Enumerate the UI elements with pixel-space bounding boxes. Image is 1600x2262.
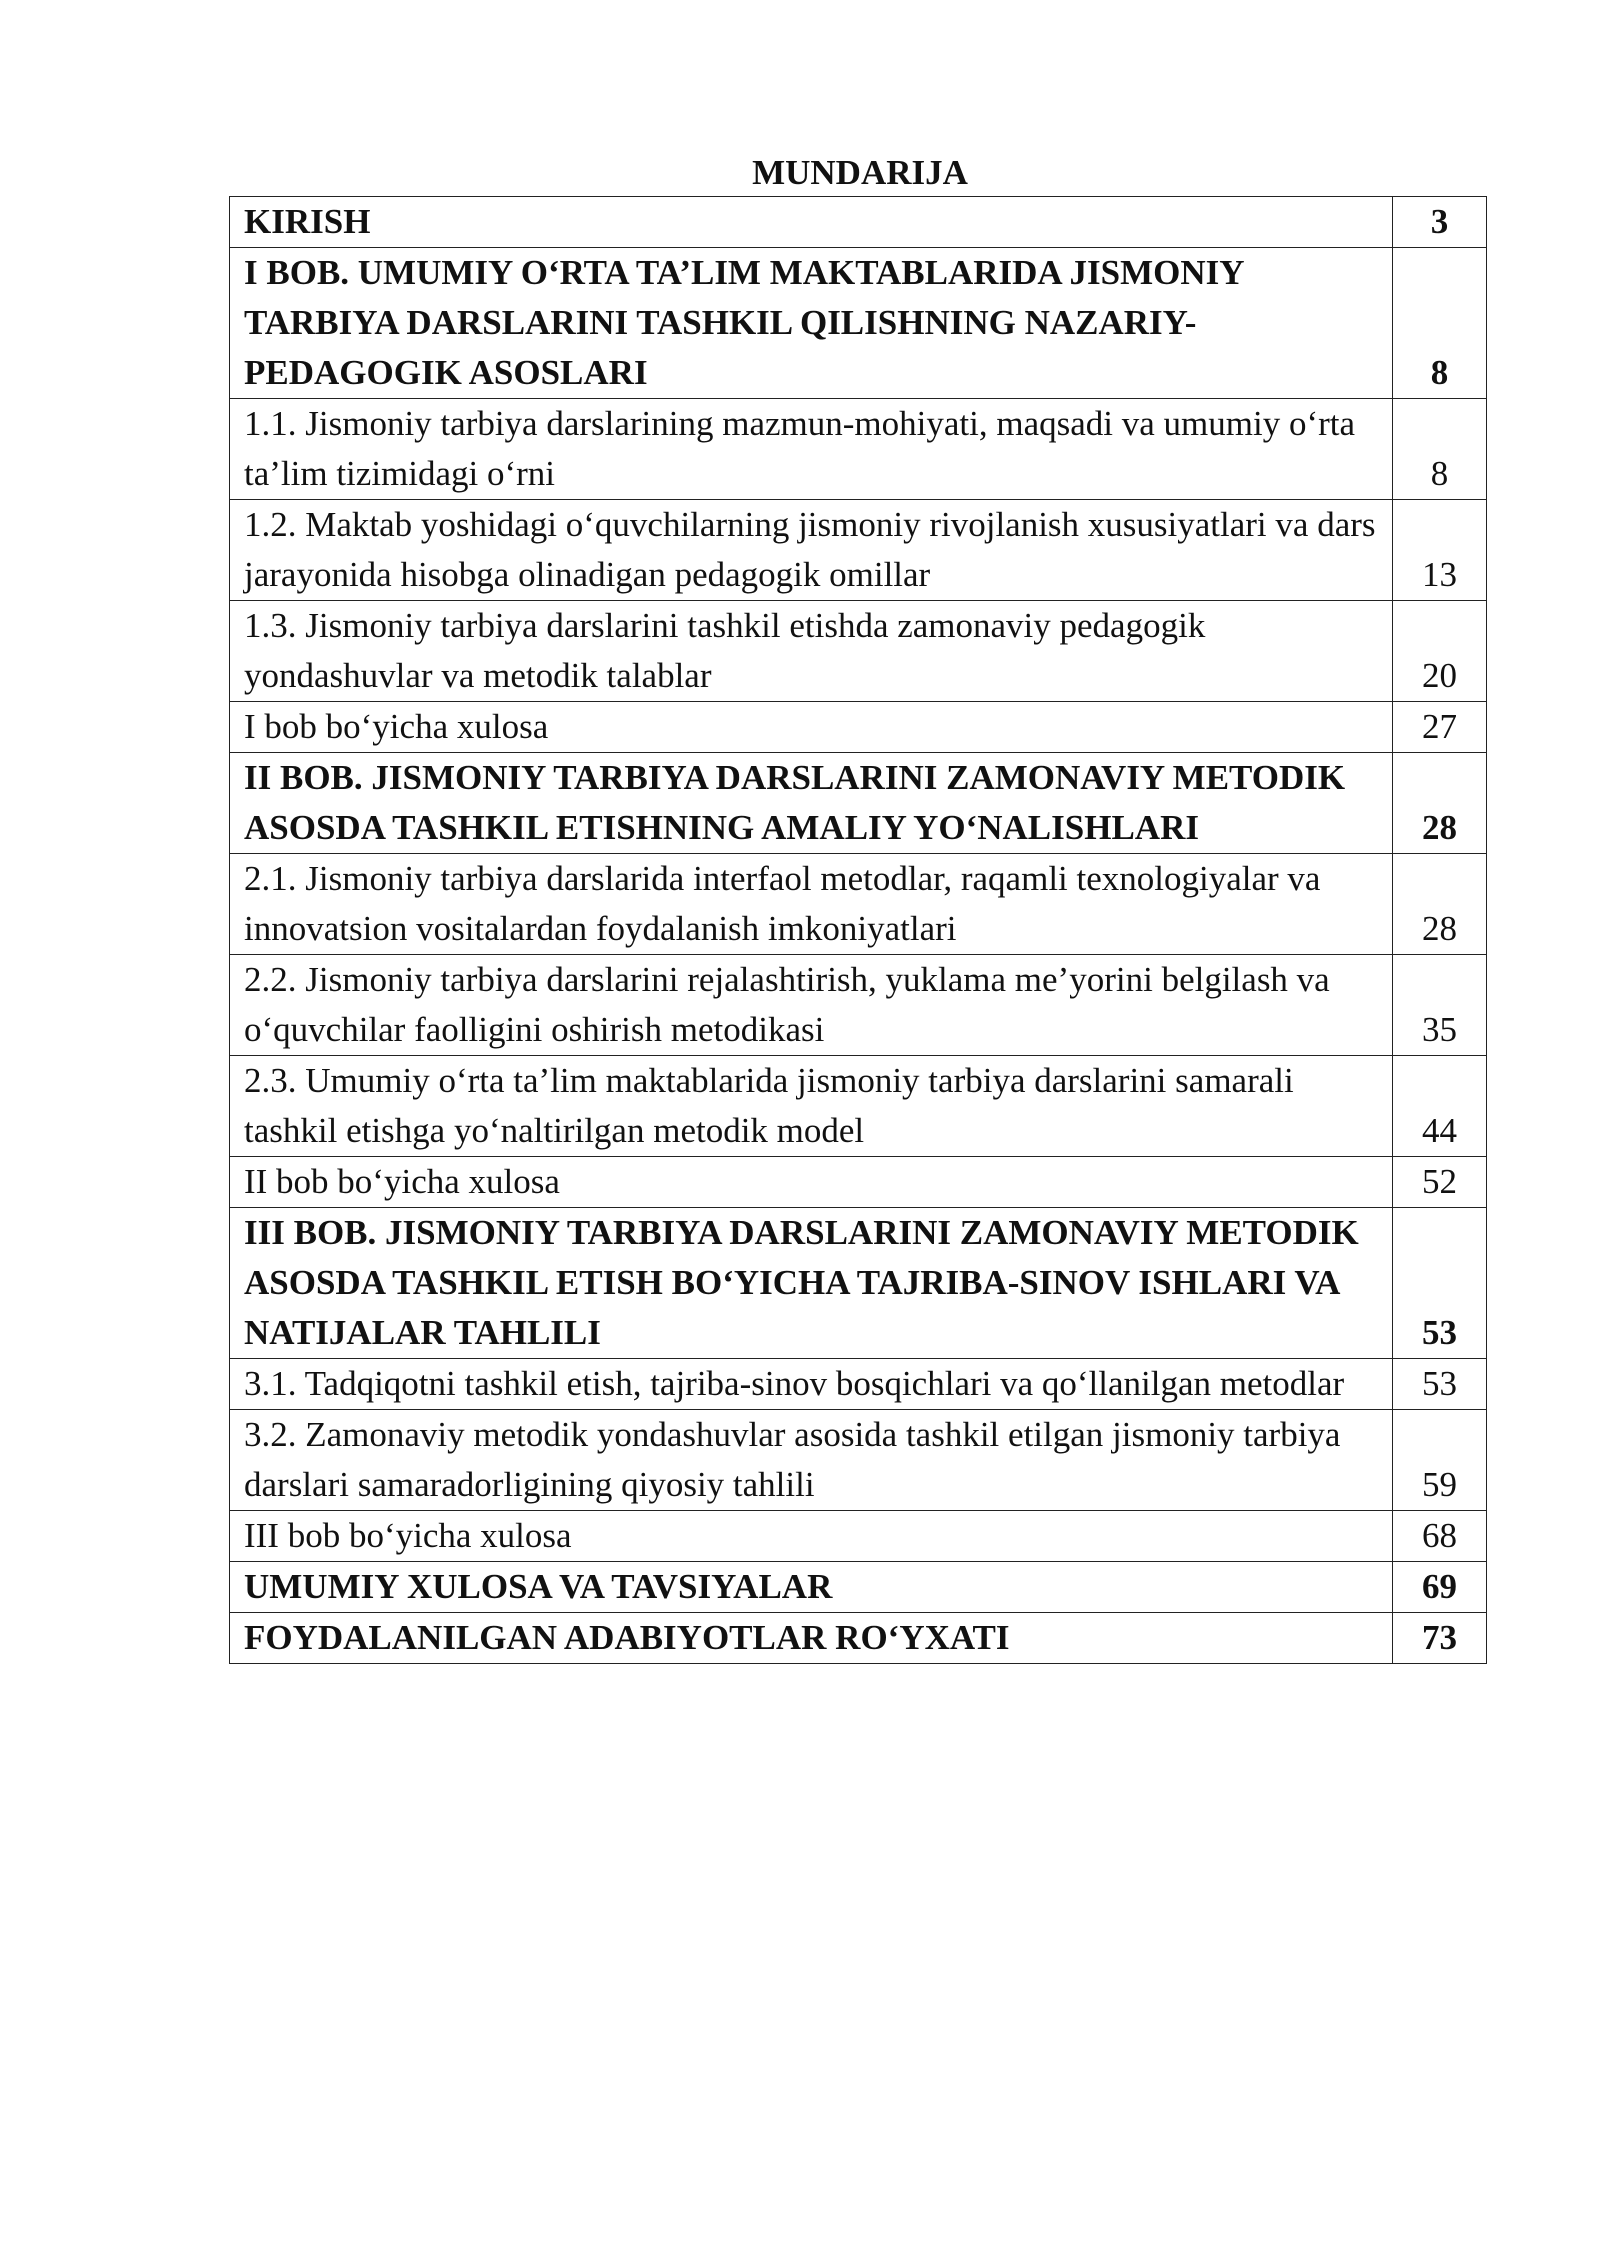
toc-entry-title: KIRISH: [230, 197, 1393, 248]
toc-entry-title: III bob bo‘yicha xulosa: [230, 1511, 1393, 1562]
toc-entry-page: 73: [1393, 1613, 1487, 1664]
toc-entry-page: 8: [1393, 248, 1487, 399]
toc-entry-page: 68: [1393, 1511, 1487, 1562]
toc-entry-page: 53: [1393, 1208, 1487, 1359]
toc-entry-page: 3: [1393, 197, 1487, 248]
toc-entry-title: UMUMIY XULOSA VA TAVSIYALAR: [230, 1562, 1393, 1613]
toc-entry-title: 2.1. Jismoniy tarbiya darslarida interfaol metodlar, raqamli texnologiyalar va innovatsion vositalardan foydalanish imkoniyatlari: [230, 854, 1393, 955]
toc-row-chapter-1: [230, 248, 1487, 399]
toc-entry-page: 28: [1393, 854, 1487, 955]
toc-row-section-3-2: [230, 1410, 1487, 1511]
toc-entry-page: 20: [1393, 601, 1487, 702]
toc-entry-page: 59: [1393, 1410, 1487, 1511]
toc-row-chapter-2-summary: [230, 1157, 1487, 1208]
toc-row-section-2-1: [230, 854, 1487, 955]
toc-entry-title: 3.1. Tadqiqotni tashkil etish, tajriba-sinov bosqichlari va qo‘llanilgan metodlar: [230, 1359, 1393, 1410]
toc-entry-page: 35: [1393, 955, 1487, 1056]
toc-entry-page: 13: [1393, 500, 1487, 601]
toc-entry-page: 8: [1393, 399, 1487, 500]
toc-entry-page: 28: [1393, 753, 1487, 854]
toc-row-section-1-3: [230, 601, 1487, 702]
toc-entry-title: 2.3. Umumiy o‘rta ta’lim maktablarida jismoniy tarbiya darslarini samarali tashkil etishga yo‘naltirilgan metodik model: [230, 1056, 1393, 1157]
toc-row-section-2-3: [230, 1056, 1487, 1157]
toc-entry-page: 69: [1393, 1562, 1487, 1613]
toc-entry-title: 3.2. Zamonaviy metodik yondashuvlar asosida tashkil etilgan jismoniy tarbiya darslari samaradorligining qiyosiy tahlili: [230, 1410, 1393, 1511]
toc-entry-page: 44: [1393, 1056, 1487, 1157]
table-of-contents: [229, 196, 1487, 1664]
toc-row-chapter-1-summary: [230, 702, 1487, 753]
toc-row-chapter-2: [230, 753, 1487, 854]
toc-entry-page: 52: [1393, 1157, 1487, 1208]
toc-entry-title: 1.2. Maktab yoshidagi o‘quvchilarning jismoniy rivojlanish xususiyatlari va dars jarayonida hisobga olinadigan pedagogik omillar: [230, 500, 1393, 601]
toc-entry-title: II bob bo‘yicha xulosa: [230, 1157, 1393, 1208]
toc-entry-title: I BOB. UMUMIY O‘RTA TA’LIM MAKTABLARIDA JISMONIY TARBIYA DARSLARINI TASHKIL QILISHNING NAZARIY-PEDAGOGIK ASOSLARI: [230, 248, 1393, 399]
toc-row-chapter-3-summary: [230, 1511, 1487, 1562]
toc-entry-page: 53: [1393, 1359, 1487, 1410]
toc-row-kirish: [230, 197, 1487, 248]
toc-entry-title: II BOB. JISMONIY TARBIYA DARSLARINI ZAMONAVIY METODIK ASOSDA TASHKIL ETISHNING AMALIY YO‘NALISHLARI: [230, 753, 1393, 854]
toc-entry-title: 2.2. Jismoniy tarbiya darslarini rejalashtirish, yuklama me’yorini belgilash va o‘quvchilar faolligini oshirish metodikasi: [230, 955, 1393, 1056]
toc-row-section-2-2: [230, 955, 1487, 1056]
toc-entry-title: FOYDALANILGAN ADABIYOTLAR RO‘YXATI: [230, 1613, 1393, 1664]
toc-row-section-1-2: [230, 500, 1487, 601]
toc-row-section-3-1: [230, 1359, 1487, 1410]
toc-row-section-1-1: [230, 399, 1487, 500]
toc-row-chapter-3: [230, 1208, 1487, 1359]
toc-entry-title: I bob bo‘yicha xulosa: [230, 702, 1393, 753]
page-title: MUNDARIJA: [752, 153, 968, 192]
toc-row-references: [230, 1613, 1487, 1664]
toc-entry-title: III BOB. JISMONIY TARBIYA DARSLARINI ZAMONAVIY METODIK ASOSDA TASHKIL ETISH BO‘YICHA TAJRIBA-SINOV ISHLARI VA NATIJALAR TAHLILI: [230, 1208, 1393, 1359]
toc-entry-title: 1.1. Jismoniy tarbiya darslarining mazmun-mohiyati, maqsadi va umumiy o‘rta ta’lim tizimidagi o‘rni: [230, 399, 1393, 500]
toc-entry-title: 1.3. Jismoniy tarbiya darslarini tashkil etishda zamonaviy pedagogik yondashuvlar va metodik talablar: [230, 601, 1393, 702]
toc-row-conclusion: [230, 1562, 1487, 1613]
toc-entry-page: 27: [1393, 702, 1487, 753]
